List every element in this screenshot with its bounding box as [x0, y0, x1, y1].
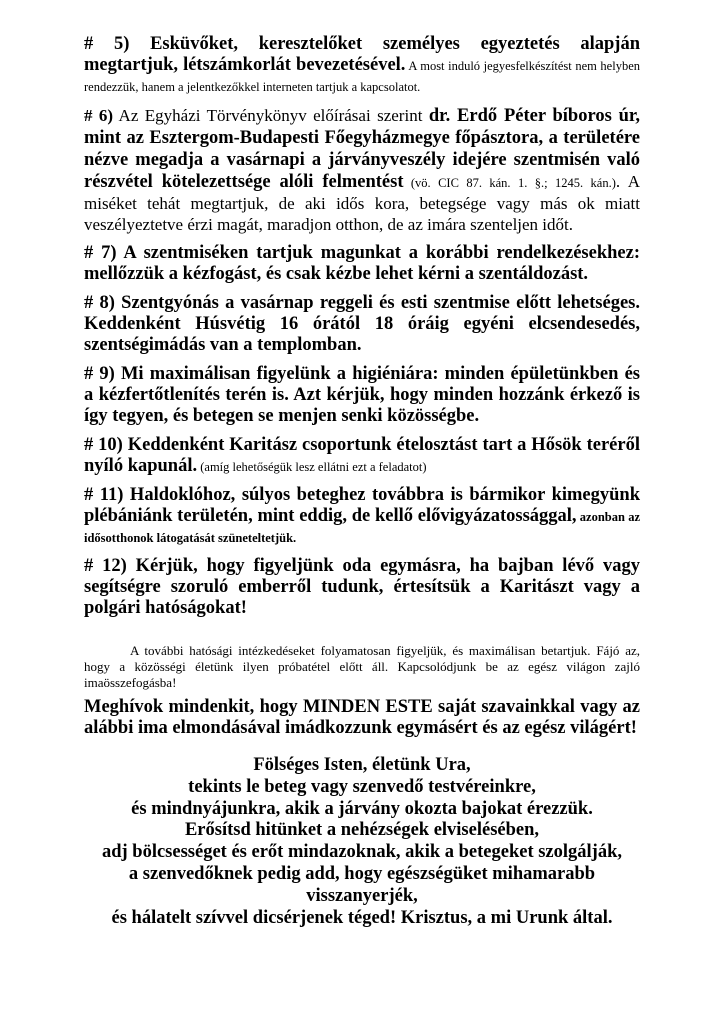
item-6-intro: Az Egyházi Törvénykönyv előírásai szerint	[113, 106, 429, 125]
prayer-line: Erősítsd hitünket a nehézségek elviselésében,	[184, 820, 540, 841]
item-11-main: # 11) Haldoklóhoz, súlyos beteghez továbbra is bármikor kimegyünk plébániánk területén, mint eddig, de kellő elővigyázatossággal,	[84, 485, 640, 526]
item-12: # 12) Kérjük, hogy figyeljünk oda egymásra, ha bajban lévő vagy segítségre szoruló emberről tudunk, értesítsük a Karitászt vagy a polgári hatóságokat!	[84, 556, 640, 618]
prayer-line: Fölséges Isten, életünk Ura,	[253, 755, 471, 775]
prayer-line: és mindnyájunkra, akik a járvány okozta bajokat érezzük.	[131, 798, 593, 819]
notice-text: A további hatósági intézkedéseket folyamatosan figyeljük, és maximálisan betartjuk. Fájó az, hogy a közösségi életünk ilyen próbatétel előtt áll. Kapcsolódjunk be az egész világon zajló imaösszefogásba!	[84, 643, 640, 690]
prayer-line: és hálatelt szívvel dicsérjenek téged! Krisztus, a mi Urunk által.	[111, 907, 613, 928]
item-6	[84, 105, 640, 235]
item-6-rest: . A miséket tehát megtartjuk, de aki idős kora, betegsége vagy más ok miatt veszélyeztetve érzi magát, maradjon otthon, de az imára szenteljen időt.	[84, 172, 640, 234]
item-5-main: # 5) Esküvőket, keresztelőket személyes egyeztetés alapján megtartjuk, létszámkorlát bevezetésével.	[84, 34, 640, 75]
prayer-line: a szenvedőknek pedig add, hogy egészségüket mihamarabb	[128, 863, 596, 884]
item-10-note: (amíg lehetőségük lesz ellátni ezt a feladatot)	[197, 460, 427, 474]
prayer	[84, 755, 640, 929]
item-6-reference: (vö. CIC 87. kán. 1. §.; 1245. kán.)	[403, 176, 616, 190]
item-7: # 7) A szentmiséken tartjuk magunkat a korábbi rendelkezésekhez: mellőzzük a kézfogást, és csak kézbe lehet kérni a szentáldozást.	[84, 243, 640, 284]
item-8: # 8) Szentgyónás a vasárnap reggeli és esti szentmise előtt lehetséges. Keddenként Húsvétig 16 órától 18 óráig egyéni elcsendesedés, szentségimádás van a templomban.	[84, 293, 640, 355]
item-11	[84, 485, 640, 548]
prayer-line: visszanyerjék,	[306, 885, 418, 906]
prayer-line: tekints le beteg vagy szenvedő testvéreinkre,	[188, 776, 536, 797]
item-11-note: azonban az idősotthonok látogatását szüneteltetjük.	[84, 510, 640, 545]
item-6-number: # 6)	[84, 106, 114, 125]
item-6-main: dr. Erdő Péter bíboros úr, mint az Esztergom-Budapesti Főegyházmegye főpásztora, a területére nézve megadja a vasárnapi a járványveszély idejére szentmisén való részvétel kötelezettsége alóli felmentést	[84, 106, 641, 192]
item-5	[84, 34, 640, 97]
item-10	[84, 435, 640, 477]
item-5-note: A most induló jegyesfelkészítést nem helyben rendezzük, hanem a jelentkezőkkel interneten tartjuk a kapcsolatot.	[84, 59, 641, 94]
prayer-line: adj bölcsességet és erőt mindazoknak, akik a betegeket szolgálják,	[101, 842, 623, 863]
item-10-main: # 10) Keddenként Karitász csoportunk ételosztást tart a Hősök teréről nyíló kapunál.	[84, 435, 640, 476]
item-9: # 9) Mi maximálisan figyelünk a higiéniára: minden épületünkben és a kézfertőtlenítés terén is. Azt kérjük, hogy minden hozzánk érkező is így tegyen, és betegen se menjen senki közösségbe.	[84, 364, 640, 426]
invitation-text: Meghívok mindenkit, hogy MINDEN ESTE saját szavainkkal vagy az alábbi ima elmondásával imádkozzunk egymásért és az egész világért!	[84, 697, 640, 738]
